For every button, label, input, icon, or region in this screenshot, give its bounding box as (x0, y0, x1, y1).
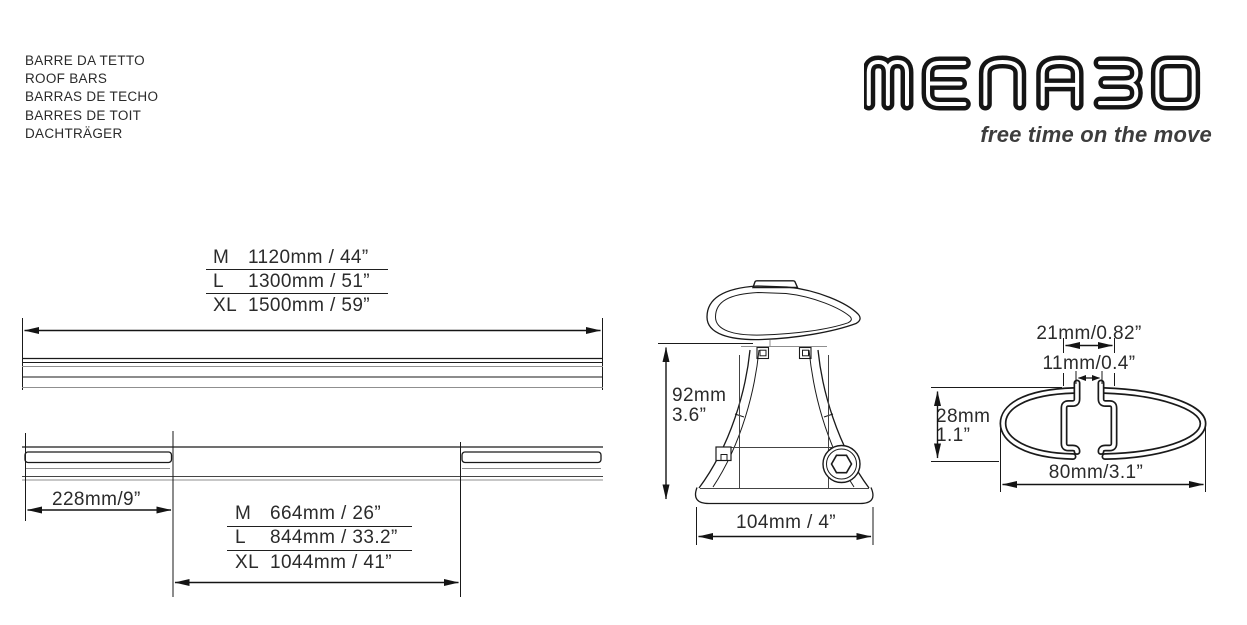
size-value: 844mm / 33.2” (270, 527, 398, 549)
brand-tagline: free time on the move (980, 122, 1212, 147)
size-label: M (235, 502, 252, 524)
cavity-width-label: 21mm/0.82” (1036, 323, 1142, 344)
product-name-fr: BARRES DE TOIT (25, 107, 142, 123)
bar-bottom-view (22, 431, 603, 597)
foot-height-metric-label: 92mm (672, 385, 727, 406)
product-name-it: BARRE DA TETTO (25, 53, 145, 68)
product-name-en: ROOF BARS (25, 71, 108, 87)
size-label: L (235, 527, 246, 549)
foot-height-imperial-label: 3.6” (672, 405, 707, 426)
foot-base-width-label: 104mm / 4” (735, 512, 837, 533)
product-name-de: DACHTRÄGER (25, 125, 123, 141)
bar-top-view (22, 318, 603, 390)
size-label: XL (213, 295, 238, 316)
size-label: XL (235, 552, 260, 574)
slot-width-label: 11mm/0.4” (1042, 353, 1136, 374)
size-label: M (213, 246, 230, 268)
bolt-icon (823, 446, 860, 483)
size-value: 1500mm / 59” (248, 295, 371, 316)
bar-cross-section-view (931, 338, 1206, 492)
end-offset-label: 228mm/9” (52, 489, 141, 510)
size-value: 1120mm / 44” (248, 246, 369, 268)
product-name-es: BARRAS DE TECHO (25, 89, 159, 105)
size-value: 1044mm / 41” (270, 552, 393, 574)
foot-front-view (658, 281, 873, 545)
size-value: 664mm / 26” (270, 502, 382, 524)
section-height-imperial-label: 1.1” (936, 425, 971, 446)
size-value: 1300mm / 51” (248, 270, 371, 292)
size-label: L (213, 270, 224, 292)
section-height-metric-label: 28mm (936, 406, 991, 427)
profile-width-label: 80mm/3.1” (1048, 462, 1144, 483)
